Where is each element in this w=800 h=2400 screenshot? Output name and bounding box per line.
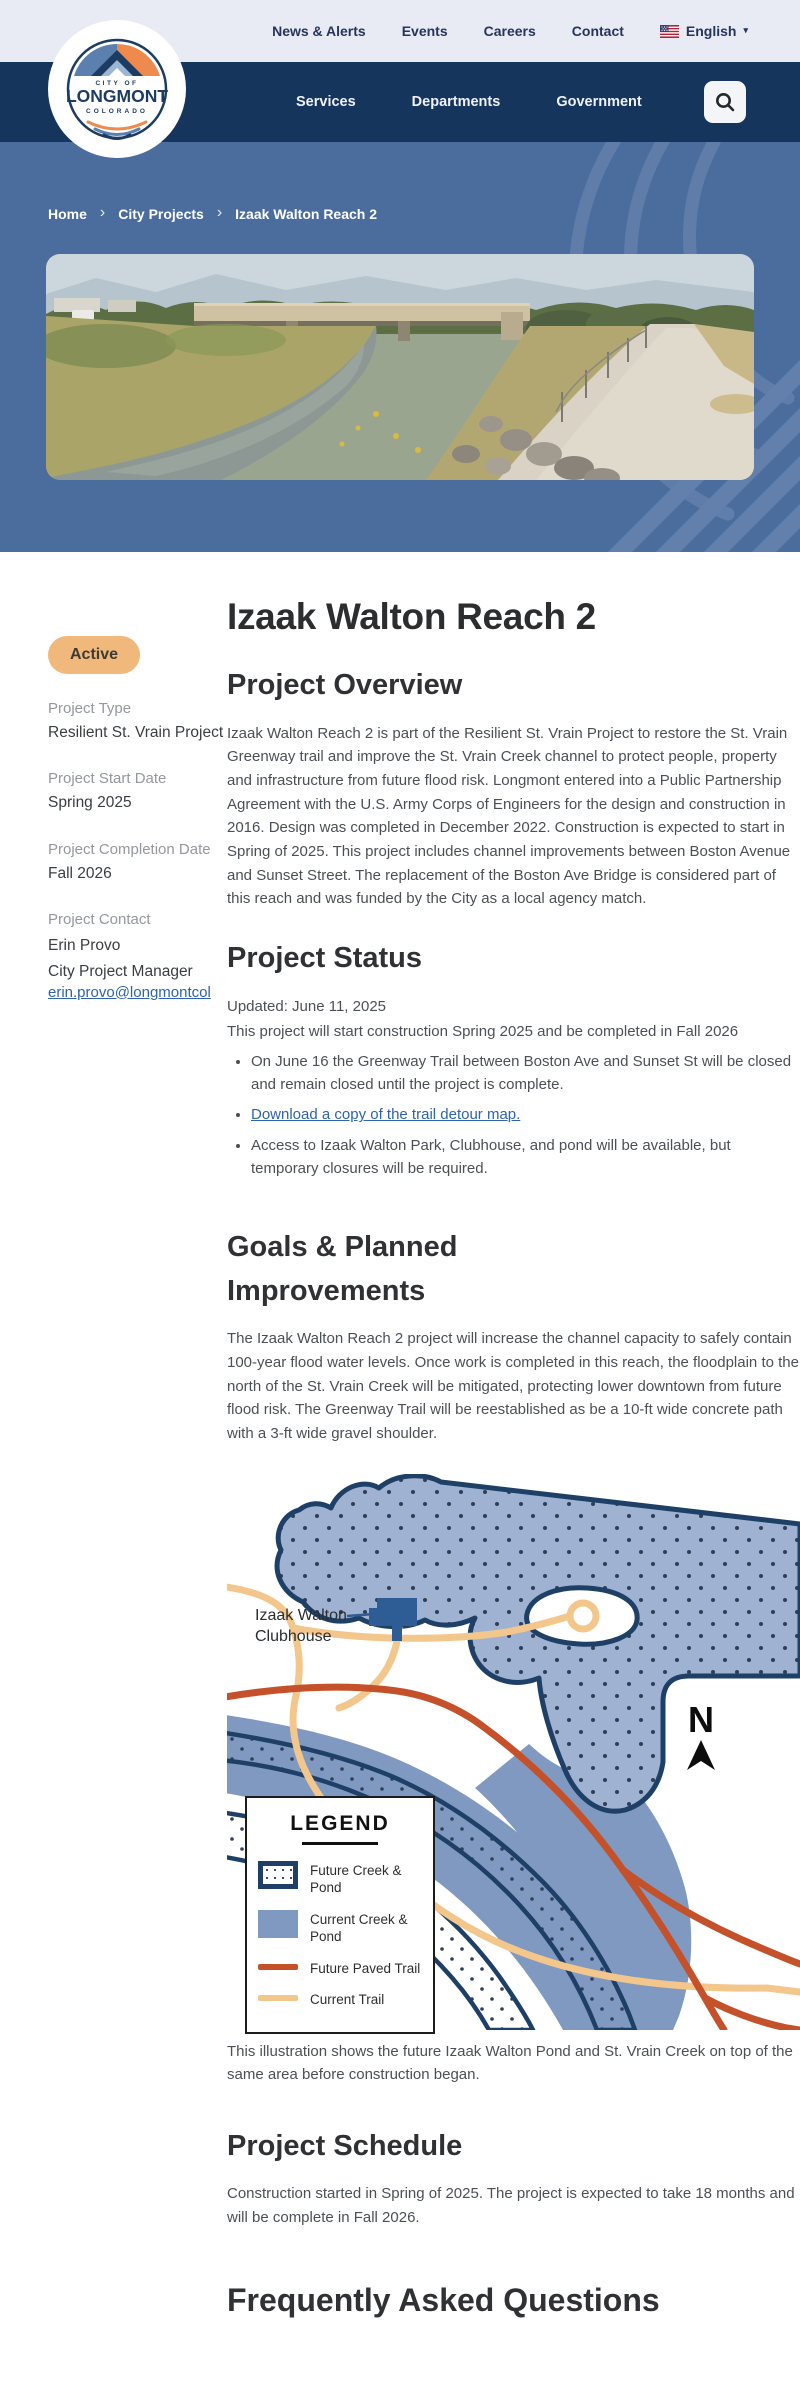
- topbar-link-news-alerts[interactable]: News & Alerts: [272, 23, 366, 39]
- nav-link-services[interactable]: Services: [296, 94, 356, 110]
- contact-title: City Project Manager: [48, 962, 193, 980]
- main-content: [227, 596, 800, 2338]
- topbar-link-events[interactable]: Events: [401, 23, 448, 39]
- breadcrumb-home[interactable]: Home: [48, 206, 87, 222]
- status-bullet-detour: [251, 1103, 800, 1126]
- clubhouse-label-line1: Izaak Walton: [255, 1606, 347, 1624]
- legend-item-future-trail: [258, 1959, 422, 1978]
- future-trail-swatch: [258, 1964, 298, 1970]
- hero-photo: [46, 254, 754, 480]
- field-label-project-type: Project Type: [48, 700, 132, 717]
- future-creek-swatch: [258, 1861, 298, 1889]
- language-selector[interactable]: [660, 23, 748, 39]
- search-icon: [714, 91, 736, 113]
- project-map-illustration: [227, 1474, 800, 2030]
- legend-underline: [302, 1842, 378, 1845]
- overview-heading: Project Overview: [227, 669, 463, 701]
- map-caption: This illustration shows the future Izaak Walton Pond and St. Vrain Creek on top of the same area before construction began.: [227, 2042, 793, 2084]
- field-label-contact: Project Contact: [48, 911, 151, 929]
- logo-city-of: CITY OF: [95, 80, 139, 87]
- status-bullet-access: • Access to Izaak Walton Park, Clubhouse, and pond will be available, but temporary closures will be required.: [251, 1134, 800, 1181]
- topbar-link-careers[interactable]: Careers: [483, 23, 536, 39]
- schedule-heading: Project Schedule: [227, 2129, 463, 2162]
- map-legend: [245, 1796, 435, 2034]
- logo-state: COLORADO: [86, 108, 148, 115]
- status-bullet-closure: • On June 16 the Greenway Trail between Boston Ave and Sunset St will be closed and remain closed until the project is complete.: [251, 1050, 800, 1097]
- breadcrumb: [48, 205, 377, 223]
- chevron-down-icon: ▾: [743, 24, 748, 35]
- detour-map-link[interactable]: Download a copy of the trail detour map.: [251, 1106, 521, 1124]
- field-label-start-date: Project Start Date: [48, 770, 167, 788]
- legend-label: Future Creek & Pond: [310, 1862, 402, 1896]
- contact-email-link[interactable]: erin.provo@longmontcol: [48, 983, 211, 1001]
- logo-name: LONGMONT: [65, 86, 169, 106]
- breadcrumb-separator-icon: ›: [99, 204, 106, 221]
- legend-label: Future Paved Trail: [310, 1960, 421, 1976]
- us-flag-icon: [660, 25, 679, 38]
- compass-arrow-icon: [687, 1740, 715, 1770]
- longmont-logo[interactable]: [48, 20, 186, 158]
- status-heading: Project Status: [227, 942, 422, 974]
- language-label: English: [685, 23, 737, 39]
- logo-emblem: [58, 30, 176, 148]
- nav-link-departments[interactable]: Departments: [411, 94, 501, 110]
- status-badge: Active: [48, 636, 140, 674]
- legend-label: Current Creek & Pond: [310, 1911, 408, 1945]
- page-title: Izaak Walton Reach 2: [227, 596, 596, 637]
- breadcrumb-separator-icon: ›: [216, 204, 223, 221]
- overview-body: Izaak Walton Reach 2 is part of the Resilient St. Vrain Project to restore the St. Vrain Greenway trail and improve the St. Vrain Creek channel to protect people, property and infrastructure from future flood risk. Longmont entered into a Public Partnership Agreement with the U.S. Army Corps of Engineers for the design and construction in 2016. Design was completed in December 2022. Construction is expected to start in Spring of 2025. This project includes channel improvements between Boston Avenue and Sunset Street. The replacement of the Boston Ave Bridge is considered part of this reach and was funded by the City as a local agency match.: [227, 724, 791, 908]
- search-button[interactable]: [704, 81, 746, 123]
- field-label-completion-date: Project Completion Date: [48, 840, 211, 858]
- breadcrumb-current-page: Izaak Walton Reach 2: [235, 206, 378, 222]
- goals-body: The Izaak Walton Reach 2 project will increase the channel capacity to safely contain 100-year flood water levels. Once work is completed in this reach, the floodplain to the north of the St. Vrain Creek will be mitigated, protecting lower downtown from future flood risk. The Greenway Trail will be reestablished as be a 10-ft wide concrete path with a 3-ft wide gravel shoulder.: [227, 1330, 799, 1442]
- nav-link-government[interactable]: Government: [556, 94, 642, 110]
- field-value-completion-date: Fall 2026: [48, 864, 112, 882]
- legend-item-current-trail: [258, 1990, 422, 2009]
- field-value-start-date: Spring 2025: [48, 794, 132, 812]
- legend-item-future-creek: [258, 1861, 422, 1897]
- hero-photo-image: [46, 254, 754, 480]
- status-intro: This project will start construction Spring 2025 and be completed in Fall 2026: [227, 1023, 739, 1041]
- legend-item-current-creek: [258, 1910, 422, 1946]
- schedule-body: Construction started in Spring of 2025. The project is expected to take 18 months and will be complete in Fall 2026.: [227, 2185, 795, 2227]
- project-info-sidebar: [48, 636, 226, 1002]
- status-bullet-list: [227, 1050, 800, 1180]
- topbar-link-contact[interactable]: Contact: [571, 23, 624, 39]
- compass-n-label: N: [688, 1698, 714, 1740]
- field-value-project-type: Resilient St. Vrain Project: [48, 724, 224, 741]
- current-trail-swatch: [258, 1995, 298, 2001]
- clubhouse-label-line2: Clubhouse: [255, 1627, 332, 1645]
- current-creek-swatch: [258, 1910, 298, 1938]
- faq-heading: Frequently Asked Questions: [227, 2281, 660, 2318]
- goals-heading: Goals & Planned Improvements: [227, 1231, 458, 1307]
- breadcrumb-city-projects[interactable]: City Projects: [118, 206, 204, 222]
- status-updated: Updated: June 11, 2025: [227, 997, 387, 1015]
- contact-name: Erin Provo: [48, 937, 121, 955]
- legend-label: Current Trail: [310, 1992, 385, 2008]
- legend-title: LEGEND: [290, 1811, 390, 1835]
